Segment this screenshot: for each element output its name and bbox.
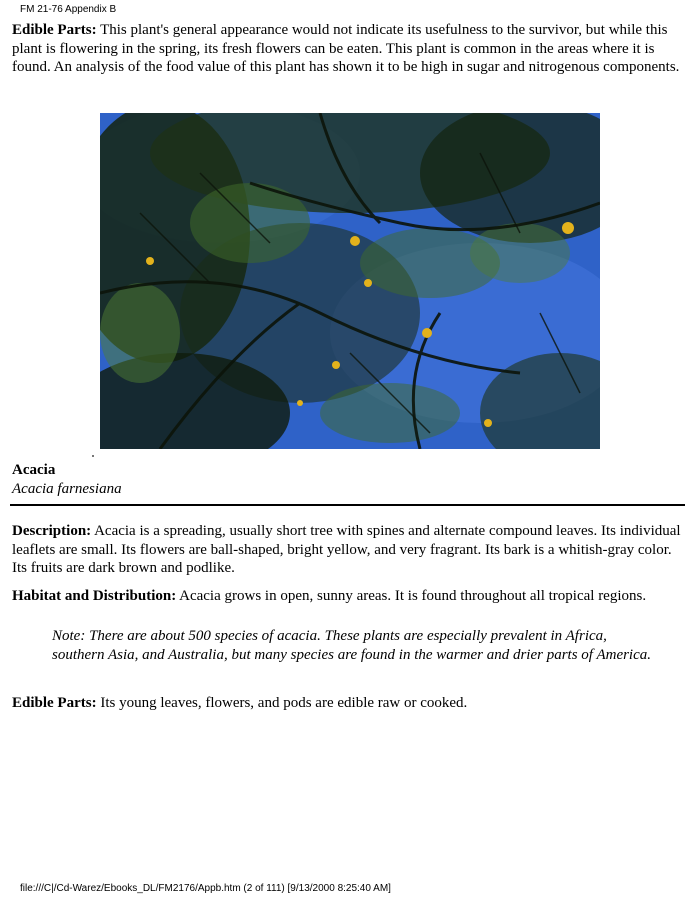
acacia-photo xyxy=(100,113,600,449)
species-note: Note: There are about 500 species of acacia. These plants are especially prevalent in Africa, southern Asia, and Australia, but many species are found in the warmer and drier parts of America. xyxy=(52,628,652,663)
description-paragraph xyxy=(12,522,684,578)
edible-parts-text: This plant's general appearance would not indicate its usefulness to the survivor, but while this plant is flowering in the spring, its fresh flowers can be eaten. This plant is common in the areas where it is found. An analysis of the food value of this plant has shown it to be high in sugar and nitrogenous components. xyxy=(12,22,680,75)
description-text: Acacia is a spreading, usually short tree with spines and alternate compound leaves. Its individual leaflets are small. Its flowers are ball-shaped, bright yellow, and very fragrant. Its bark is a whitish-gray color. Its fruits are dark brown and podlike. xyxy=(12,523,681,576)
image-speck xyxy=(92,455,94,457)
edible-text: Its young leaves, flowers, and pods are edible raw or cooked. xyxy=(96,695,468,711)
edible-heading: Edible Parts: xyxy=(12,695,97,711)
edible-parts-heading: Edible Parts: xyxy=(12,22,97,38)
previous-edible-parts-paragraph xyxy=(12,21,684,77)
plant-scientific-name: Acacia farnesiana xyxy=(12,481,122,497)
plant-name: Acacia xyxy=(12,462,56,478)
page-header: FM 21-76 Appendix B xyxy=(20,4,117,15)
habitat-heading: Habitat and Distribution: xyxy=(12,588,177,604)
habitat-paragraph xyxy=(12,587,684,606)
edible-parts-paragraph xyxy=(12,694,684,713)
section-divider xyxy=(10,504,685,506)
habitat-text: Acacia grows in open, sunny areas. It is found throughout all tropical regions. xyxy=(176,588,647,604)
description-heading: Description: xyxy=(12,523,92,539)
page-footer: file:///C|/Cd-Warez/Ebooks_DL/FM2176/Appb.htm (2 of 111) [9/13/2000 8:25:40 AM] xyxy=(20,883,391,894)
